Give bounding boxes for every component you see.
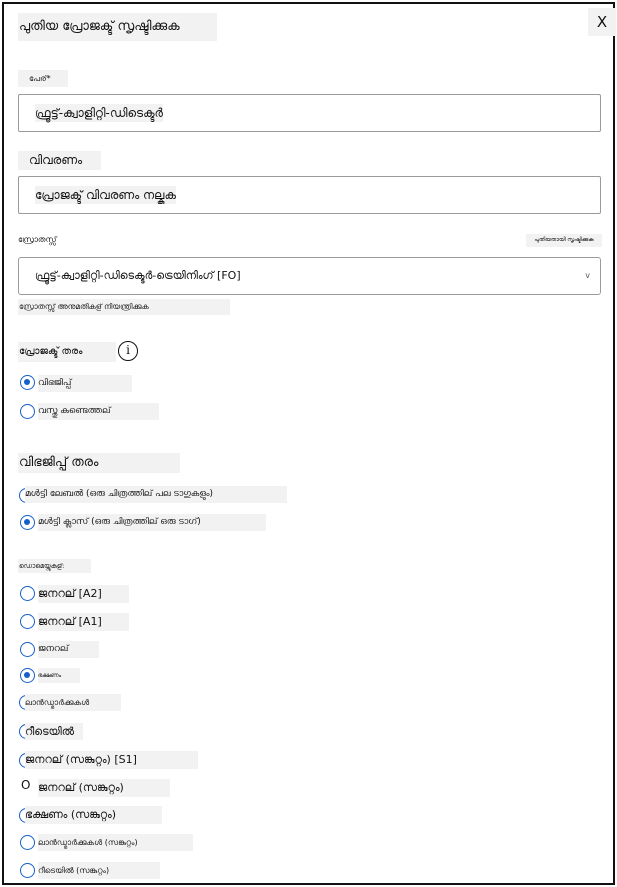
domain-general-compact-label: ജനറല് (സങ്കുറ്റം) [38,779,170,797]
name-label: പേര്* [18,70,68,87]
domain-general-label: ജനറല് [38,641,99,658]
create-resource-link[interactable]: പുതിയതായി സൃഷ്ടിക്കുക [526,234,602,247]
domain-food-compact-label: ഭക്ഷണം (സങ്കുറ്റം) [25,806,162,824]
description-input[interactable] [18,176,601,214]
domain-retail-label: റീടെയിൽ [25,723,83,740]
classification-multiclass-radio[interactable] [20,515,35,530]
classification-multilabel-label: മൾട്ടി ലേബൽ (ഒരു ചിത്രത്തില് പല ടാഗുകളും) [25,486,287,503]
resource-label: സ്രോതസ്സ് [18,235,57,244]
domain-food-radio[interactable] [20,668,35,683]
close-button[interactable]: X [588,8,616,36]
classification-multiclass-label: മൾട്ടി ക്ലാസ് (ഒരു ചിത്രത്തില് ഒരു ടാഗ്) [38,514,266,531]
domain-landmarks-compact-label: ലാൻഡ്മാർക്കുകൾ (സങ്കുറ്റം) [38,834,193,851]
resource-select[interactable] [18,257,601,295]
domain-general-a1-label: ജനറല് [A1] [38,613,129,631]
project-type-object-detection-radio[interactable] [20,404,35,419]
domain-landmarks-label: ലാൻഡ്മാർക്കുകൾ [25,694,121,711]
description-input-value: പ്രോജക്ട് വിവരണം നല്കുക [35,188,176,202]
domain-general-compact-s1-label: ജനറല് (സങ്കുറ്റം) [S1] [25,751,198,769]
project-type-object-detection-label: വസ്തു കണ്ടെത്തല് [38,403,159,420]
resource-selected-value: ഫ്രൂട്ട്-ക്വാളിറ്റി-ഡിടെക്ടർ-ട്രെയിനിംഗ് [FO] [35,269,241,282]
chevron-down-icon: v [585,271,590,280]
domain-retail-compact-label: റീടെയിൽ (സങ്കുറ്റം) [38,862,160,879]
domain-general-a2-radio[interactable] [20,586,35,601]
domains-label: ഡൊമെയ്നുകള്: [18,559,91,573]
domain-landmarks-compact-radio[interactable] [20,835,35,850]
project-type-classification-label: വിഭജിപ്പ് [38,375,132,392]
manage-permissions-link[interactable]: സ്രോതസ്സ് അനുമതികള് നിയന്ത്രിക്കുക [18,299,230,315]
create-project-dialog [2,2,615,885]
domain-general-a2-label: ജനറല് [A2] [38,585,129,603]
domain-food-label: ഭക്ഷണം [38,668,80,683]
dialog-title: പുതിയ പ്രോജക്ട് സൃഷ്ടിക്കുക [18,13,217,41]
domain-general-radio[interactable] [20,642,35,657]
name-input-value: ഫ്രൂട്ട്-ക്വാളിറ്റി-ഡിടെക്ടർ [35,106,163,120]
domain-general-compact-radio[interactable]: O [21,778,31,792]
info-icon[interactable]: i [118,341,138,361]
project-type-classification-radio[interactable] [20,375,35,390]
domain-retail-compact-radio[interactable] [20,863,35,878]
description-label: വിവരണം [18,151,101,170]
project-type-label: പ്രോജക്ട് തരം [18,342,116,362]
name-input[interactable] [18,94,601,132]
classification-type-label: വിഭജിപ്പ് തരം [18,453,180,473]
domain-general-a1-radio[interactable] [20,614,35,629]
